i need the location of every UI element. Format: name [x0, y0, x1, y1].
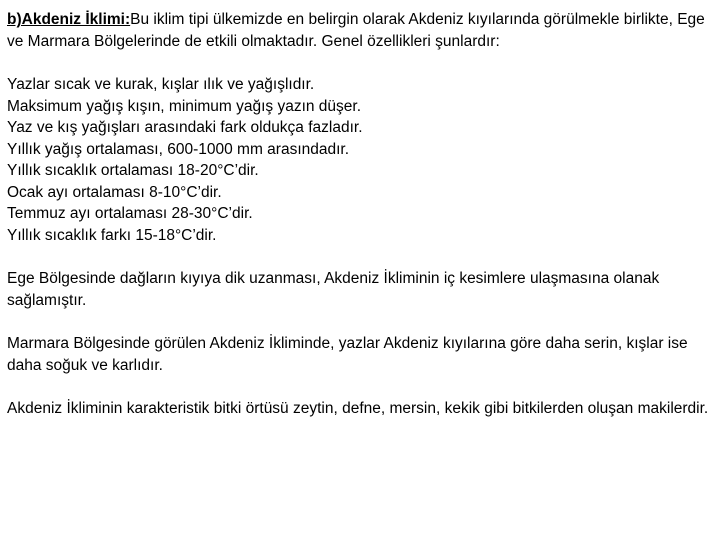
- spacer: [7, 311, 713, 333]
- marmara-paragraph: Marmara Bölgesinde görülen Akdeniz İkliminde, yazlar Akdeniz kıyılarına göre daha serin, kışlar ise daha soğuk ve karlıdır.: [7, 335, 692, 374]
- feature-item: Yaz ve kış yağışları arasındaki fark oldukça fazladır.: [7, 119, 363, 136]
- feature-item: Maksimum yağış kışın, minimum yağış yazın düşer.: [7, 97, 362, 115]
- intro-text: Bu iklim tipi ülkemizde en belirgin olarak Akdeniz kıyılarında görülmekle birlikte, Ege ve Marmara Bölgelerinde de etkili olmaktadır. Genel özellikleri şunlardır:: [7, 11, 710, 50]
- feature-item: Yıllık sıcaklık ortalaması 18-20°C’dir.: [7, 162, 259, 179]
- spacer: [7, 376, 713, 398]
- feature-item: Temmuz ayı ortalaması 28-30°C’dir.: [7, 205, 253, 222]
- ege-paragraph: Ege Bölgesinde dağların kıyıya dik uzanması, Akdeniz İkliminin iç kesimlere ulaşmasına olanak sağlamıştır.: [7, 270, 664, 309]
- spacer: [7, 52, 713, 74]
- feature-item: Yıllık yağış ortalaması, 600-1000 mm arasındadır.: [7, 140, 350, 158]
- intro-paragraph: [7, 9, 713, 52]
- section-title: b)Akdeniz İklimi:: [7, 11, 131, 28]
- feature-item: Yazlar sıcak ve kurak, kışlar ılık ve yağışlıdır.: [7, 76, 315, 93]
- spacer: [7, 246, 713, 268]
- document-page: [7, 9, 713, 420]
- feature-list: [7, 74, 713, 246]
- feature-item: Ocak ayı ortalaması 8-10°C’dir.: [7, 183, 222, 201]
- feature-item: Yıllık sıcaklık farkı 15-18°C’dir.: [7, 226, 217, 244]
- vegetation-paragraph: Akdeniz İkliminin karakteristik bitki örtüsü zeytin, defne, mersin, kekik gibi bitkilerden oluşan makilerdir.: [7, 400, 709, 417]
